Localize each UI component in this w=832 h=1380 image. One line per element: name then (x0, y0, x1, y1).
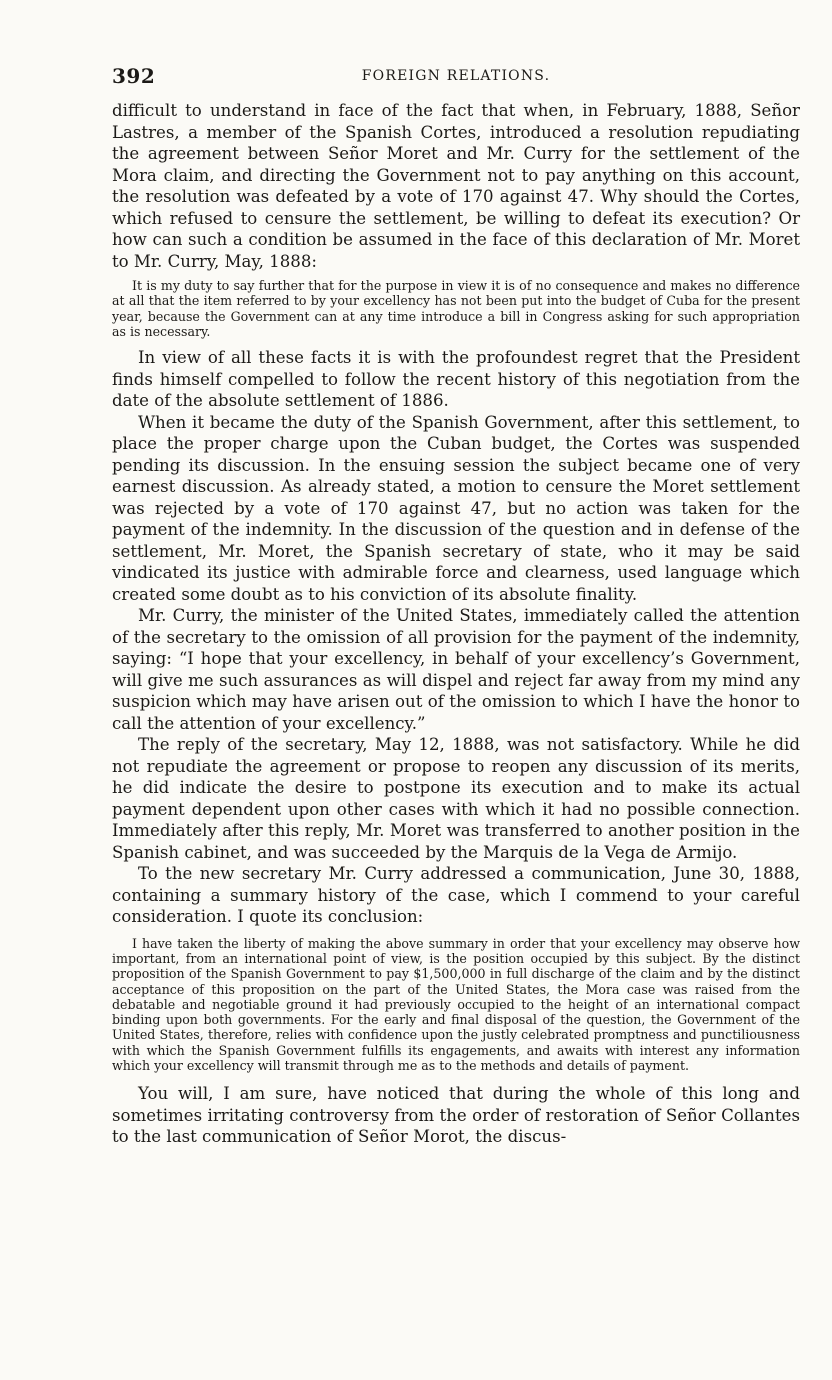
running-head: FOREIGN RELATIONS. (361, 68, 551, 84)
paragraph-5: The reply of the secretary, May 12, 1888, was not satisfactory. While he did not repudiate the agreement or propose to reopen any discussion of its merits, he did indicate the desire to postpone its execution and to make its actual payment dependent upon other cases with which it had no possible connection. Immediately after this reply, Mr. Moret was transferred to another position in the Spanish cabinet, and was succeeded by the Marquis de la Vega de Armijo. (112, 735, 800, 862)
page-number: 392 (112, 64, 156, 88)
document-page (112, 64, 800, 1148)
paragraph-2: In view of all these facts it is with the profoundest regret that the President finds himself compelled to follow the recent history of this negotiation from the date of the absolute settlement of 1886. (112, 348, 800, 411)
paragraph-4: Mr. Curry, the minister of the United States, immediately called the attention of the secretary to the omission of all provision for the payment of the indemnity, saying: “I hope that your excellency, in behalf of your excellency’s Government, will give me such assurances as will dispel and reject far away from my mind any suspicion which may have arisen out of the omission to which I have the honor to call the attention of your excellency.” (112, 606, 800, 733)
paragraph-6: To the new secretary Mr. Curry addressed a communication, June 30, 1888, containing a summary history of the case, which I commend to your careful consideration. I quote its conclusion: (112, 864, 800, 927)
paragraph-7: You will, I am sure, have noticed that during the whole of this long and sometimes irritating controversy from the order of restoration of Señor Collantes to the last communication of Señor Morot, the discus- (112, 1084, 800, 1147)
block-quote-2: I have taken the liberty of making the above summary in order that your excellency may observe how important, from an international point of view, is the position occupied by this subject. By the distinct proposition of the Spanish Government to pay $1,500,000 in full discharge of the claim and by the distinct acceptance of this proposition on the part of the United States, the Mora case was raised from the debatable and negotiable ground it had previously occupied to the height of an international compact binding upon both governments. For the early and final disposal of the question, the Government of the United States, therefore, relies with confidence upon the justly celebrated promptness and punctiliousness with which the Spanish Government fulfills its engagements, and awaits with interest any information which your excellency will transmit through me as to the methods and details of payment. (112, 935, 800, 1074)
page-header (112, 64, 800, 90)
paragraph-3: When it became the duty of the Spanish Government, after this settlement, to place the proper charge upon the Cuban budget, the Cortes was suspended pending its discussion. In the ensuing session the subject became one of very earnest discussion. As already stated, a motion to censure the Moret settlement was rejected by a vote of 170 against 47, but no action was taken for the payment of the indemnity. In the discussion of the question and in defense of the settlement, Mr. Moret, the Spanish secretary of state, who it may be said vindicated its justice with admirable force and clearness, used language which created some doubt as to his conviction of its absolute finality. (112, 412, 800, 604)
block-quote-1: It is my duty to say further that for the purpose in view it is of no consequence and makes no difference at all that the item referred to by your excellency has not been put into the budget of Cuba for the present year, because the Government can at any time introduce a bill in Congress asking for such appropriation as is necessary. (112, 278, 800, 339)
paragraph-1: difficult to understand in face of the fact that when, in February, 1888, Señor Lastres, a member of the Spanish Cortes, introduced a resolution repudiating the agreement between Señor Moret and Mr. Curry for the settlement of the Mora claim, and directing the Government not to pay anything on this account, the resolution was defeated by a vote of 170 against 47. Why should the Cortes, which refused to censure the settlement, be willing to defeat its execution? Or how can such a condition be assumed in the face of this declaration of Mr. Moret to Mr. Curry, May, 1888: (112, 101, 800, 271)
